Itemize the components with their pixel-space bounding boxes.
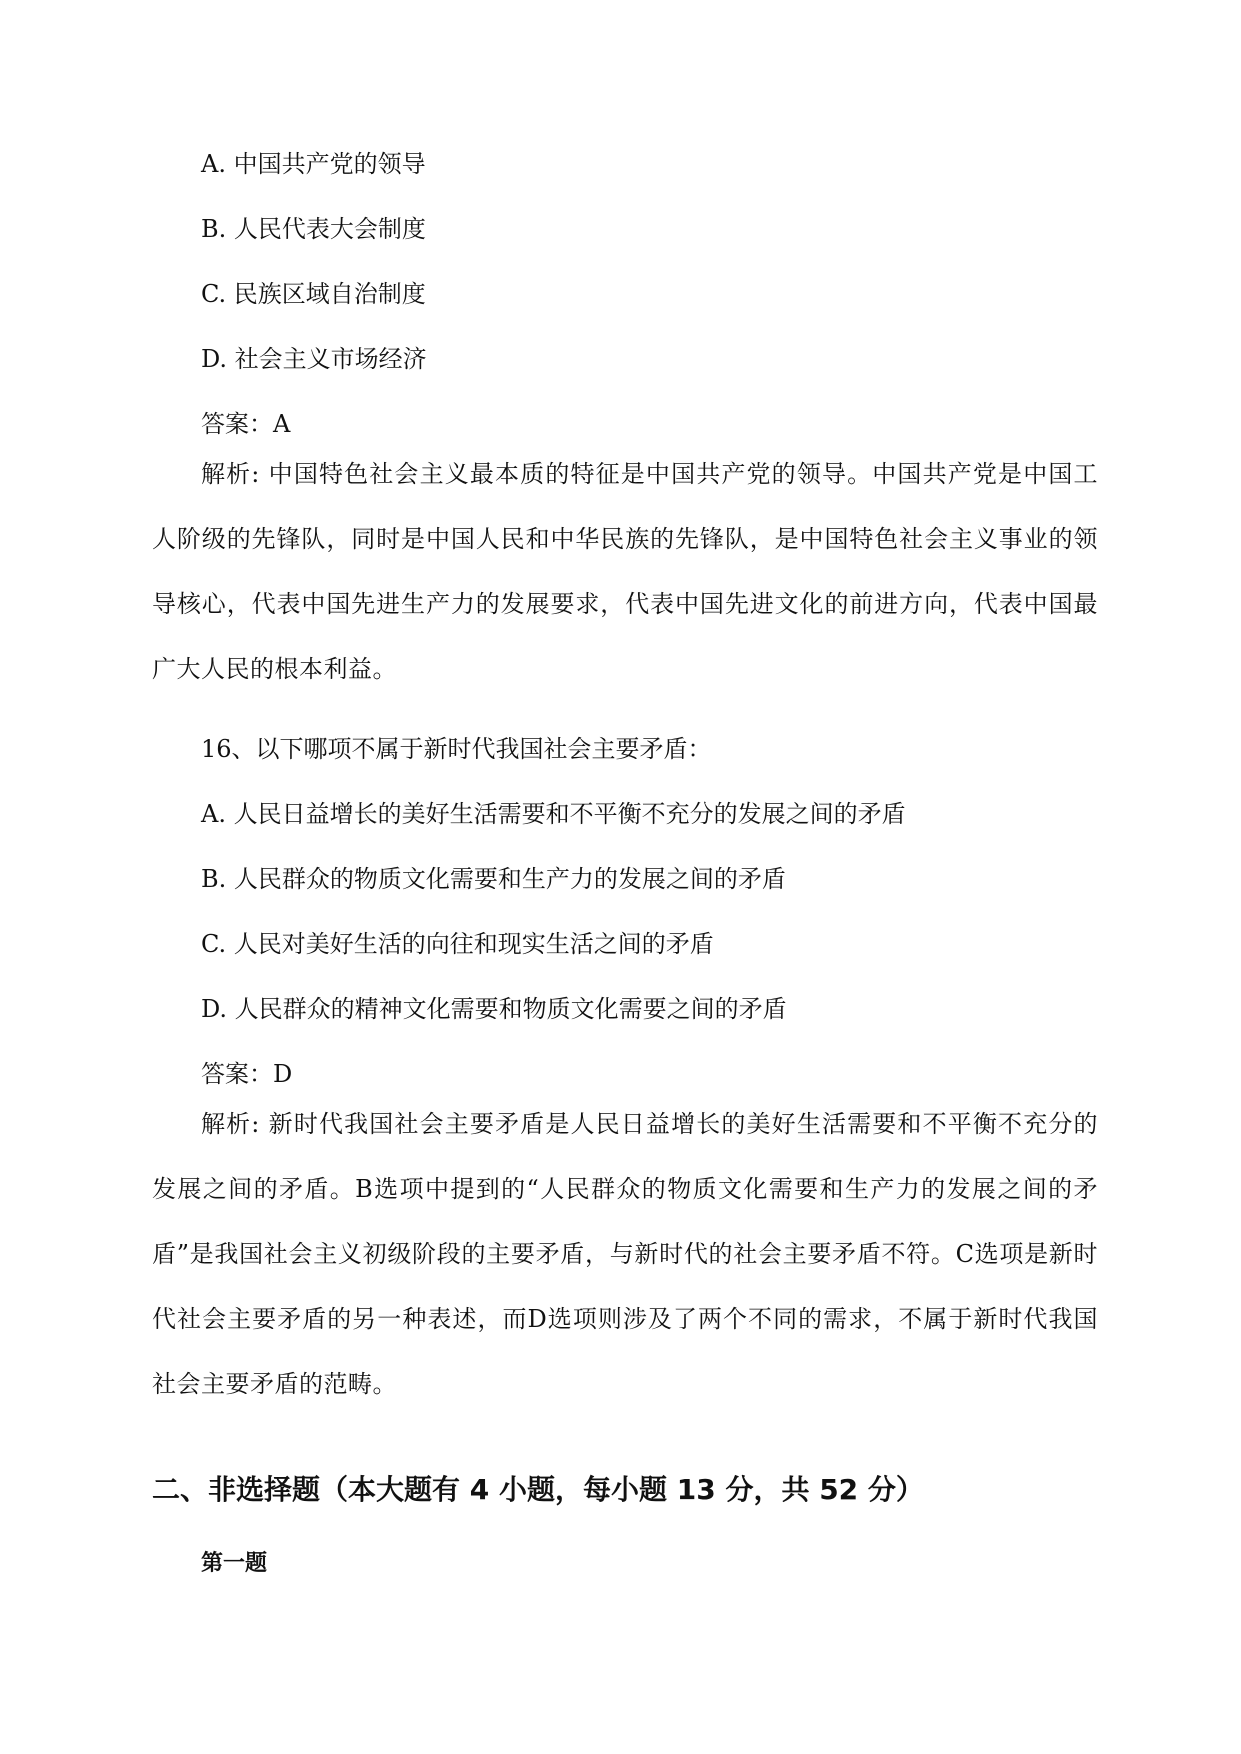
q16-option-d: D. 人民群众的精神文化需要和物质文化需要之间的矛盾 [201, 995, 787, 1023]
q15-option-b: B. 人民代表大会制度 [201, 215, 426, 243]
q16-option-c: C. 人民对美好生活的向往和现实生活之间的矛盾 [201, 930, 714, 958]
q15-option-a: A. 中国共产党的领导 [201, 150, 426, 178]
q15-option-d: D. 社会主义市场经济 [201, 345, 427, 373]
q15-option-c: C. 民族区域自治制度 [201, 280, 426, 308]
q16-answer: 答案：D [201, 1060, 293, 1088]
section-title: 二、非选择题（本大题有 4 小题，每小题 13 分，共 52 分） [152, 1473, 924, 1506]
q16-option-a: A. 人民日益增长的美好生活需要和不平衡不充分的发展之间的矛盾 [201, 800, 906, 828]
q15-analysis: 解析: 中国特色社会主义最本质的特征是中国共产党的领导。中国共产党是中国工人阶级的先锋队，同时是中国人民和中华民族的先锋队，是中国特色社会主义事业的领导核心，代表中国先进生产力的发展要求，代表中国先进文化的前进方向，代表中国最广大人民的根本利益。 [152, 460, 1098, 683]
q15-answer: 答案：A [201, 410, 291, 438]
q16-question: 16、以下哪项不属于新时代我国社会主要矛盾： [201, 735, 712, 763]
question-heading: 第一题 [201, 1551, 268, 1576]
q16-analysis: 解析: 新时代我国社会主要矛盾是人民日益增长的美好生活需要和不平衡不充分的发展之间的矛盾。B选项中提到的“人民群众的物质文化需要和生产力的发展之间的矛盾”是我国社会主义初级阶段的主要矛盾，与新时代的社会主要矛盾不符。C选项是新时代社会主要矛盾的另一种表述，而D选项则涉及了两个不同的需求，不属于新时代我国社会主要矛盾的范畴。 [152, 1110, 1098, 1398]
q16-option-b: B. 人民群众的物质文化需要和生产力的发展之间的矛盾 [201, 865, 786, 893]
